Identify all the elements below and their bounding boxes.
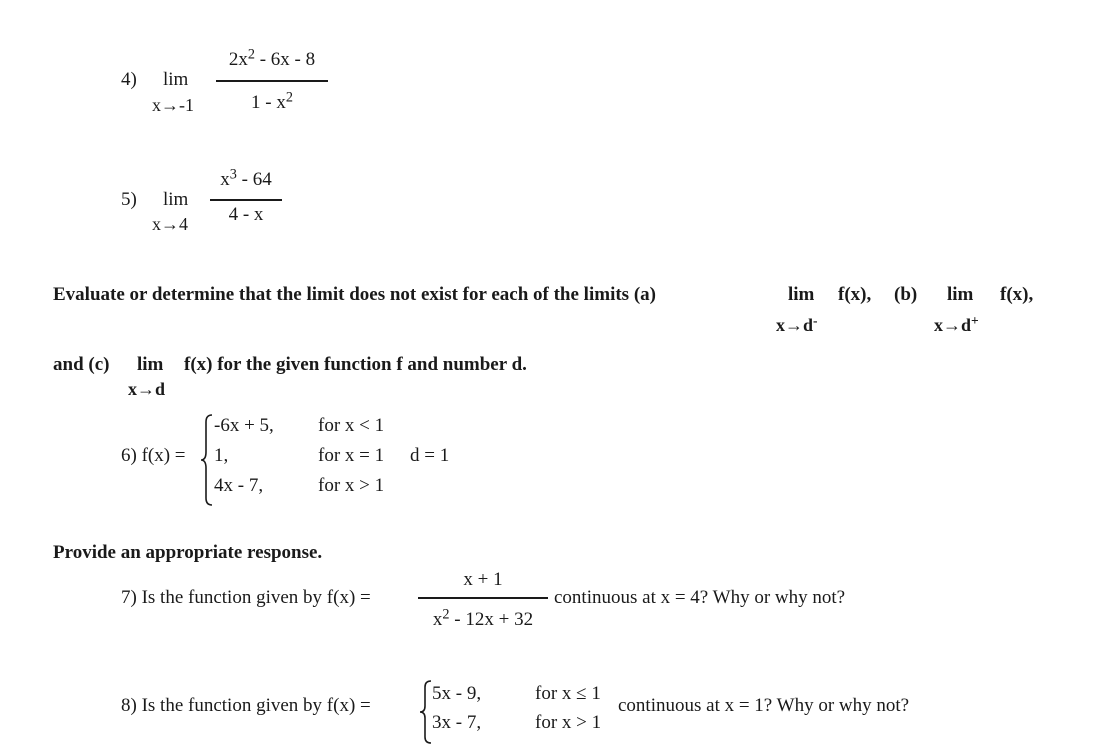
d-value: d = 1 — [410, 445, 450, 466]
problem-number: 5) — [121, 189, 137, 210]
case-condition: for x = 1 — [318, 445, 385, 466]
lim-subscript: x→-1 — [152, 95, 194, 115]
case-expression: 4x - 7, — [214, 475, 264, 496]
case-condition: for x ≤ 1 — [535, 683, 601, 704]
fx-c: f(x) for the given function f and number d. — [184, 354, 527, 375]
question-tail: continuous at x = 1? Why or why not? — [618, 695, 910, 716]
question-lead: 8) Is the function given by f(x) = — [121, 695, 371, 716]
fraction-bar — [210, 199, 282, 201]
function-label: 6) f(x) = — [121, 445, 186, 466]
fx-b: f(x), — [1000, 284, 1034, 305]
fraction-numerator: $2x^2 - 6x - 8$ — [228, 46, 316, 70]
lim-operator: lim — [163, 69, 189, 90]
lim-subscript: x→4 — [152, 214, 188, 234]
case-condition: for x < 1 — [318, 415, 385, 436]
lim-operator-b: lim — [947, 284, 974, 305]
case-expression: -6x + 5, — [214, 415, 274, 436]
problem-number: 4) — [121, 69, 137, 90]
left-brace-icon — [419, 680, 433, 744]
case-condition: for x > 1 — [318, 475, 385, 496]
case-expression: 5x - 9, — [432, 683, 482, 704]
right-limit-subscript: x→d+ — [934, 312, 979, 335]
fraction-denominator: $1 - x^2$ — [251, 89, 293, 113]
part-b-label: (b) — [894, 284, 918, 305]
lim-operator-c: lim — [137, 354, 164, 375]
fx-a: f(x), — [838, 284, 872, 305]
section-heading: Provide an appropriate response. — [53, 542, 323, 563]
question-lead: 7) Is the function given by f(x) = — [121, 587, 371, 608]
fraction-numerator: $x^3 - 64$ — [220, 166, 272, 190]
question-tail: continuous at x = 4? Why or why not? — [554, 587, 846, 608]
instruction-text: Evaluate or determine that the limit does not exist for each of the limits (a) — [53, 284, 656, 305]
instruction-line-2: and (c) — [53, 354, 110, 375]
fraction-denominator: 4 - x — [228, 204, 264, 225]
lim-operator: lim — [163, 189, 189, 210]
case-expression: 3x - 7, — [432, 712, 482, 733]
fraction-bar — [216, 80, 328, 82]
left-brace-icon — [200, 414, 214, 506]
lim-operator-a: lim — [788, 284, 815, 305]
fraction-bar — [418, 597, 548, 599]
fraction-numerator: x + 1 — [463, 569, 503, 590]
two-sided-subscript: x→d — [128, 379, 166, 399]
left-limit-subscript: x→d- — [776, 312, 818, 335]
case-expression: 1, — [214, 445, 229, 466]
case-condition: for x > 1 — [535, 712, 602, 733]
fraction-denominator: $x^2 - 12x + 32$ — [432, 606, 534, 630]
